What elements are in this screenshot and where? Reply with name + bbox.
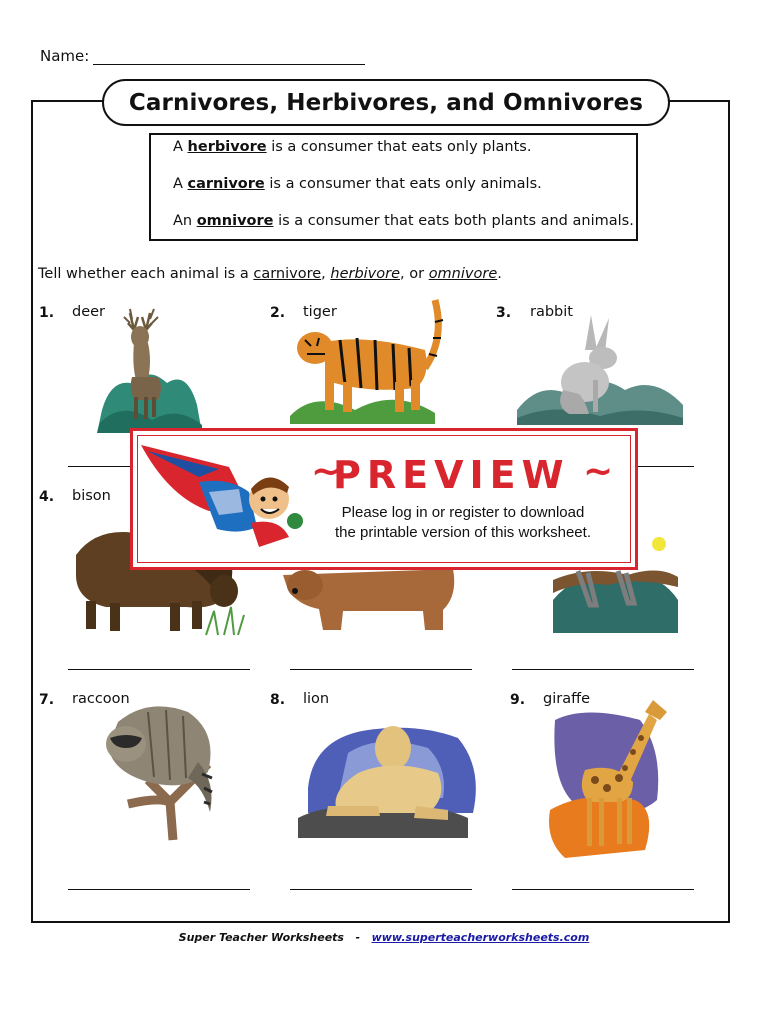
- answer-line-6[interactable]: [512, 669, 694, 670]
- definitions-box: [149, 133, 638, 241]
- preview-message-line-1: Please log in or register to download: [341, 504, 585, 521]
- superhero-mascot-icon: [139, 437, 304, 561]
- lion-illustration: [298, 718, 483, 840]
- answer-line-7[interactable]: [68, 889, 250, 890]
- item-name-deer: deer: [72, 304, 106, 320]
- footer: [0, 931, 768, 944]
- name-field[interactable]: [93, 49, 365, 65]
- preview-banner[interactable]: [130, 428, 638, 570]
- worksheet-title: Carnivores, Herbivores, and Omnivores: [102, 79, 670, 126]
- option-carnivore: carnivore: [253, 266, 322, 282]
- raccoon-illustration: [88, 692, 228, 842]
- rabbit-illustration: [515, 310, 685, 428]
- term-carnivore: carnivore: [187, 176, 265, 192]
- deer-illustration: [92, 305, 207, 435]
- giraffe-illustration: [545, 690, 685, 860]
- answer-line-8[interactable]: [290, 889, 472, 890]
- item-number: 7.: [39, 692, 55, 708]
- answer-line-5[interactable]: [290, 669, 472, 670]
- preview-tilde-left: ~: [311, 451, 342, 492]
- item-name-rabbit: rabbit: [530, 304, 573, 320]
- option-omnivore: omnivore: [428, 266, 498, 282]
- preview-tilde-right: ~: [583, 451, 614, 492]
- item-number: 3.: [496, 305, 512, 321]
- term-herbivore: herbivore: [187, 139, 267, 155]
- item-number: 2.: [270, 305, 286, 321]
- footer-link[interactable]: www.superteacherworksheets.com: [371, 931, 590, 944]
- instructions: Tell whether each animal is a carnivore, herbivore, or omnivore.: [38, 266, 502, 282]
- definition-omnivore: An omnivore is a consumer that eats both plants and animals.: [173, 213, 634, 229]
- footer-separator: -: [355, 931, 361, 944]
- item-name-tiger: tiger: [303, 304, 337, 320]
- definition-herbivore: A herbivore is a consumer that eats only plants.: [173, 139, 532, 155]
- item-name-raccoon: raccoon: [72, 691, 130, 707]
- item-name-bison: bison: [72, 488, 111, 504]
- option-herbivore: herbivore: [330, 266, 401, 282]
- answer-line-4[interactable]: [68, 669, 250, 670]
- definition-carnivore: A carnivore is a consumer that eats only animals.: [173, 176, 542, 192]
- item-name-lion: lion: [303, 691, 330, 707]
- preview-heading: PREVIEW: [333, 453, 570, 497]
- item-number: 4.: [39, 489, 55, 505]
- item-name-giraffe: giraffe: [543, 691, 590, 707]
- preview-message-line-2: the printable version of this worksheet.: [335, 524, 591, 541]
- footer-brand: Super Teacher Worksheets: [178, 931, 344, 944]
- name-label: Name:: [40, 47, 90, 65]
- item-number: 9.: [510, 692, 526, 708]
- item-number: 1.: [39, 305, 55, 321]
- tiger-illustration: [285, 298, 445, 426]
- term-omnivore: omnivore: [196, 213, 274, 229]
- answer-line-9[interactable]: [512, 889, 694, 890]
- name-row: [40, 47, 365, 65]
- bear-illustration: [283, 565, 458, 635]
- item-number: 8.: [270, 692, 286, 708]
